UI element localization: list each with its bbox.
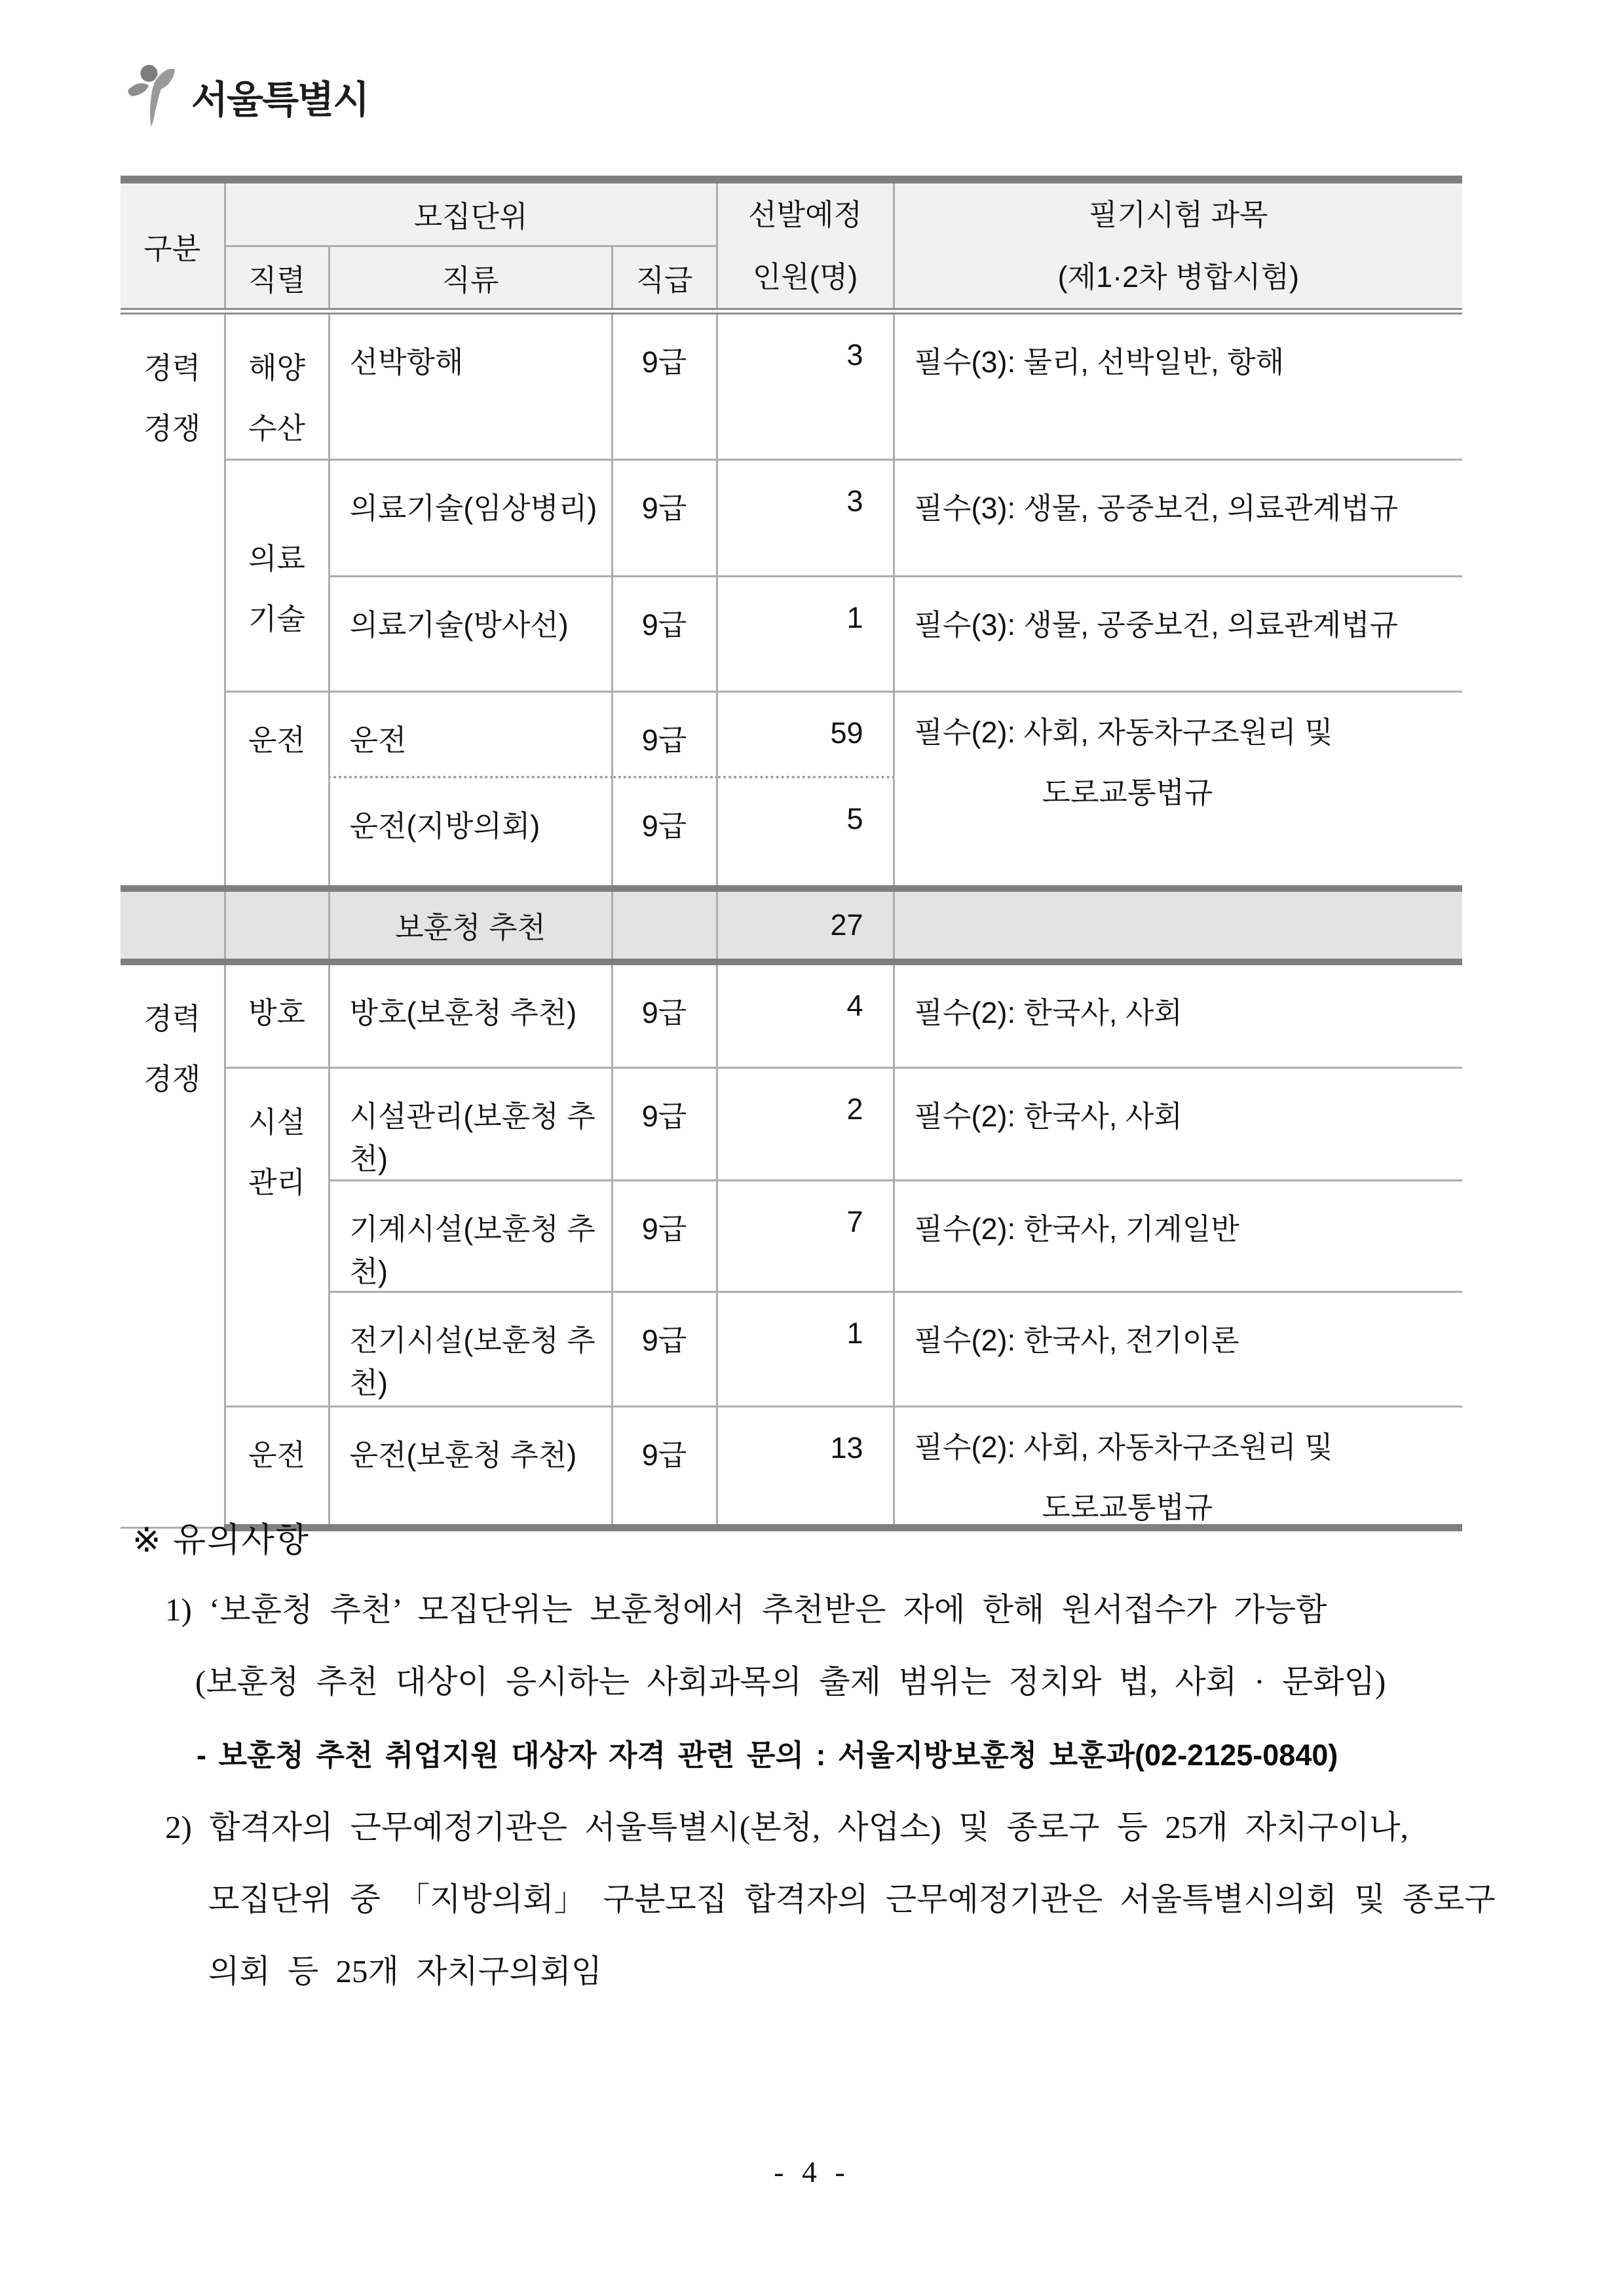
cell-jikryu: 기계시설(보훈청 추천)	[329, 1181, 612, 1292]
cell-jikryu: 의료기술(방사선)	[329, 577, 612, 692]
cell-count: 59	[717, 692, 894, 777]
cell-jikryu: 의료기술(임상병리)	[329, 460, 612, 577]
cell-grade: 9급	[612, 460, 717, 577]
cell-count: 5	[717, 777, 894, 889]
recruitment-table	[121, 176, 1462, 1531]
cell-grade: 9급	[612, 777, 717, 889]
seoul-city-logo	[122, 60, 368, 132]
header-jikgeup: 직급	[612, 246, 717, 311]
cell-count: 1	[717, 1292, 894, 1407]
cell-subjects: 필수(2): 한국사, 사회	[894, 1068, 1462, 1181]
cell-jikryeol-unjeon2: 운전	[225, 1407, 329, 1528]
cell-subjects: 필수(3): 물리, 선박일반, 항해	[894, 311, 1462, 460]
cell-count: 7	[717, 1181, 894, 1292]
table-row	[121, 311, 1462, 460]
cell-count: 1	[717, 577, 894, 692]
band-label: 보훈청 추천	[329, 889, 612, 962]
cell-jikryu: 운전(지방의회)	[329, 777, 612, 889]
cell-subjects: 필수(2): 사회, 자동차구조원리 및 도로교통법규	[894, 1407, 1462, 1528]
header-pilgi: 필기시험 과목 (제1·2차 병합시험)	[894, 180, 1462, 311]
header-seonbal: 선발예정 인원(명)	[717, 180, 894, 311]
note-item-1: 1) ‘보훈청 추천’ 모집단위는 보훈청에서 추천받은 자에 한해 원서접수가 가능함	[165, 1592, 1327, 1628]
cell-grade: 9급	[612, 311, 717, 460]
cell-jikryeol-siseol: 시설 관리	[225, 1068, 329, 1407]
page-number: - 4 -	[774, 2155, 850, 2189]
cell-subjects: 필수(3): 생물, 공중보건, 의료관계법규	[894, 577, 1462, 692]
band-empty-jikryeol	[225, 889, 329, 962]
cell-grade: 9급	[612, 1292, 717, 1407]
notes-title: ※ 유의사항	[132, 1521, 310, 1559]
note-item-2-line3: 의회 등 25개 자치구의회임	[208, 1953, 603, 1989]
seoul-city-logo-icon	[122, 60, 182, 132]
logo-title: 서울특별시	[191, 78, 369, 121]
note-item-2-line2: 모집단위 중 「지방의회」 구분모집 합격자의 근무예정기관은 서울특별시의회 및 종로구	[208, 1881, 1496, 1917]
cell-jikryeol-unjeon: 운전	[225, 692, 329, 889]
cell-gubun-section2: 경력 경쟁	[121, 962, 225, 1528]
table-row	[121, 962, 1462, 1068]
cell-jikryu: 선박항해	[329, 311, 612, 460]
band-count: 27	[717, 889, 894, 962]
cell-jikryeol-haeyang: 해양 수산	[225, 311, 329, 460]
header-gubun: 구분	[121, 180, 225, 311]
note-item-1-sub: (보훈청 추천 대상이 응시하는 사회과목의 출제 범위는 정치와 법, 사회 · 문화임)	[195, 1664, 1386, 1700]
cell-subjects: 필수(3): 생물, 공중보건, 의료관계법규	[894, 460, 1462, 577]
header-jikryeol: 직렬	[225, 246, 329, 311]
cell-count: 2	[717, 1068, 894, 1181]
cell-count: 3	[717, 311, 894, 460]
table-row	[121, 1068, 1462, 1181]
band-row-bohuncheong	[121, 889, 1462, 962]
table-row	[121, 1407, 1462, 1528]
header-mojip-group: 모집단위	[225, 180, 717, 246]
cell-grade: 9급	[612, 692, 717, 777]
cell-grade: 9급	[612, 577, 717, 692]
cell-count: 13	[717, 1407, 894, 1528]
band-empty-gubun	[121, 889, 225, 962]
band-empty-jikgeup	[612, 889, 717, 962]
cell-count: 3	[717, 460, 894, 577]
cell-grade: 9급	[612, 962, 717, 1068]
cell-jikryu: 전기시설(보훈청 추천)	[329, 1292, 612, 1407]
note-item-2-line1: 2) 합격자의 근무예정기관은 서울특별시(본청, 사업소) 및 종로구 등 25개 자치구이나,	[165, 1809, 1408, 1845]
cell-subjects: 필수(2): 한국사, 사회	[894, 962, 1462, 1068]
cell-jikryeol-uiryo: 의료 기술	[225, 460, 329, 692]
cell-jikryu: 시설관리(보훈청 추천)	[329, 1068, 612, 1181]
cell-subjects: 필수(2): 한국사, 전기이론	[894, 1292, 1462, 1407]
cell-jikryeol-bangho: 방호	[225, 962, 329, 1068]
cell-grade: 9급	[612, 1181, 717, 1292]
cell-subjects: 필수(2): 사회, 자동차구조원리 및 도로교통법규	[894, 692, 1462, 889]
cell-subjects: 필수(2): 한국사, 기계일반	[894, 1181, 1462, 1292]
cell-jikryu: 방호(보훈청 추천)	[329, 962, 612, 1068]
header-jikryu: 직류	[329, 246, 612, 311]
cell-grade: 9급	[612, 1407, 717, 1528]
cell-jikryu: 운전(보훈청 추천)	[329, 1407, 612, 1528]
cell-grade: 9급	[612, 1068, 717, 1181]
table-row	[121, 460, 1462, 577]
band-empty-pilgi	[894, 889, 1462, 962]
cell-jikryu: 운전	[329, 692, 612, 777]
cell-count: 4	[717, 962, 894, 1068]
table-row	[121, 692, 1462, 777]
note-item-1-contact: - 보훈청 추천 취업지원 대상자 자격 관련 문의 : 서울지방보훈청 보훈과(02-2125-0840)	[197, 1738, 1338, 1772]
cell-gubun-section1: 경력 경쟁	[121, 311, 225, 889]
